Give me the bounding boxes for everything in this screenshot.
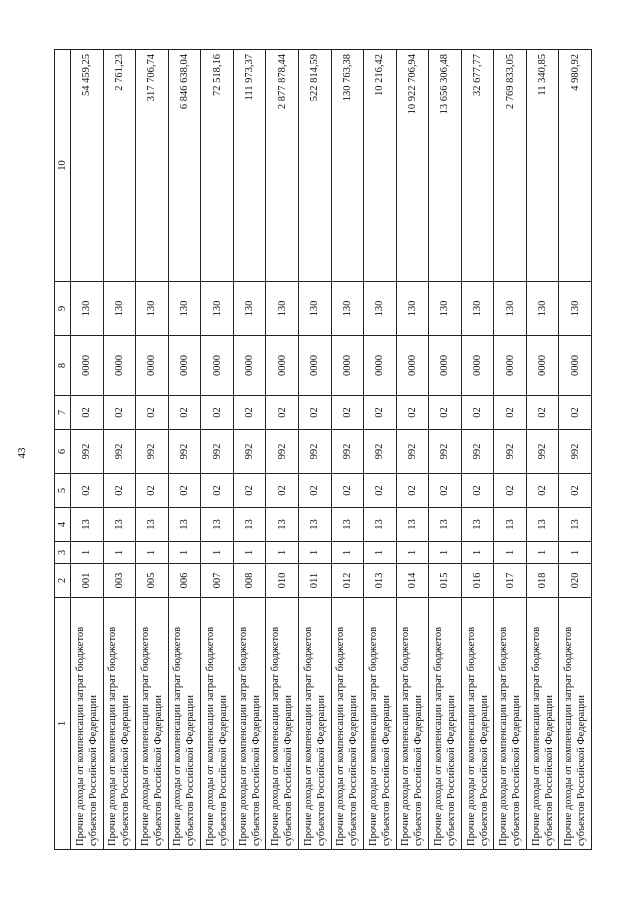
row-code-3: 1 [103, 542, 136, 564]
revenue-table [54, 49, 592, 850]
row-amount: 54 459,25 [71, 50, 104, 282]
row-code-5: 02 [559, 474, 592, 508]
row-code-5: 02 [233, 474, 266, 508]
row-code-6: 992 [396, 430, 429, 474]
row-code-4: 13 [494, 508, 527, 542]
row-code-9: 130 [429, 282, 462, 336]
row-code-5: 02 [103, 474, 136, 508]
row-code-4: 13 [396, 508, 429, 542]
row-code-8: 0000 [396, 336, 429, 396]
row-code-7: 02 [298, 396, 331, 430]
row-code-5: 02 [364, 474, 397, 508]
row-amount: 72 518,16 [201, 50, 234, 282]
row-code-7: 02 [201, 396, 234, 430]
row-code-6: 992 [526, 430, 559, 474]
row-amount: 522 814,59 [298, 50, 331, 282]
table-body [71, 50, 592, 850]
row-amount: 2 761,23 [103, 50, 136, 282]
row-code-2: 003 [103, 564, 136, 598]
column-header-3: 3 [55, 542, 71, 564]
row-code-8: 0000 [461, 336, 494, 396]
row-amount: 13 656 306,48 [429, 50, 462, 282]
row-code-4: 13 [136, 508, 169, 542]
row-description: Прочие доходы от компенсации затрат бюджетов субъектов Российской Федерации [103, 598, 136, 850]
header-row [55, 50, 71, 850]
row-code-9: 130 [136, 282, 169, 336]
row-code-9: 130 [298, 282, 331, 336]
row-description: Прочие доходы от компенсации затрат бюджетов субъектов Российской Федерации [526, 598, 559, 850]
row-code-7: 02 [494, 396, 527, 430]
page-number: 43 [16, 447, 28, 459]
column-header-1: 1 [55, 598, 71, 850]
row-amount: 2 769 833,05 [494, 50, 527, 282]
row-code-9: 130 [494, 282, 527, 336]
row-code-5: 02 [71, 474, 104, 508]
row-amount: 111 973,37 [233, 50, 266, 282]
row-code-5: 02 [429, 474, 462, 508]
table-row [168, 50, 201, 850]
row-code-9: 130 [526, 282, 559, 336]
row-code-3: 1 [429, 542, 462, 564]
row-code-7: 02 [266, 396, 299, 430]
row-code-4: 13 [168, 508, 201, 542]
column-header-5: 5 [55, 474, 71, 508]
row-code-9: 130 [233, 282, 266, 336]
row-description: Прочие доходы от компенсации затрат бюджетов субъектов Российской Федерации [429, 598, 462, 850]
row-code-6: 992 [331, 430, 364, 474]
row-amount: 317 706,74 [136, 50, 169, 282]
column-header-2: 2 [55, 564, 71, 598]
table-row [396, 50, 429, 850]
row-code-2: 005 [136, 564, 169, 598]
row-code-8: 0000 [266, 336, 299, 396]
row-code-8: 0000 [494, 336, 527, 396]
row-code-6: 992 [461, 430, 494, 474]
row-amount: 6 846 638,04 [168, 50, 201, 282]
row-code-5: 02 [201, 474, 234, 508]
row-amount: 4 980,92 [559, 50, 592, 282]
row-code-4: 13 [429, 508, 462, 542]
row-code-8: 0000 [168, 336, 201, 396]
row-code-8: 0000 [201, 336, 234, 396]
row-amount: 10 216,42 [364, 50, 397, 282]
column-header-4: 4 [55, 508, 71, 542]
row-code-8: 0000 [103, 336, 136, 396]
row-code-7: 02 [396, 396, 429, 430]
row-code-6: 992 [233, 430, 266, 474]
row-code-2: 012 [331, 564, 364, 598]
row-code-2: 008 [233, 564, 266, 598]
row-code-3: 1 [461, 542, 494, 564]
row-code-8: 0000 [331, 336, 364, 396]
row-code-5: 02 [494, 474, 527, 508]
row-code-9: 130 [364, 282, 397, 336]
row-code-6: 992 [364, 430, 397, 474]
row-code-3: 1 [201, 542, 234, 564]
row-amount: 10 922 706,94 [396, 50, 429, 282]
row-code-6: 992 [298, 430, 331, 474]
row-code-3: 1 [364, 542, 397, 564]
row-code-7: 02 [103, 396, 136, 430]
column-header-8: 8 [55, 336, 71, 396]
row-code-9: 130 [461, 282, 494, 336]
row-code-7: 02 [136, 396, 169, 430]
row-code-4: 13 [364, 508, 397, 542]
row-code-7: 02 [429, 396, 462, 430]
row-code-3: 1 [559, 542, 592, 564]
row-code-6: 992 [559, 430, 592, 474]
table-row [266, 50, 299, 850]
row-code-3: 1 [526, 542, 559, 564]
column-header-7: 7 [55, 396, 71, 430]
row-code-4: 13 [331, 508, 364, 542]
row-code-8: 0000 [71, 336, 104, 396]
row-code-5: 02 [136, 474, 169, 508]
row-code-3: 1 [136, 542, 169, 564]
row-code-3: 1 [71, 542, 104, 564]
row-code-7: 02 [168, 396, 201, 430]
row-description: Прочие доходы от компенсации затрат бюджетов субъектов Российской Федерации [494, 598, 527, 850]
row-code-2: 013 [364, 564, 397, 598]
row-code-6: 992 [266, 430, 299, 474]
row-code-9: 130 [266, 282, 299, 336]
row-code-5: 02 [331, 474, 364, 508]
row-code-4: 13 [461, 508, 494, 542]
row-code-7: 02 [526, 396, 559, 430]
table-row [526, 50, 559, 850]
row-code-4: 13 [103, 508, 136, 542]
table-row [364, 50, 397, 850]
row-code-6: 992 [136, 430, 169, 474]
row-code-2: 017 [494, 564, 527, 598]
row-code-5: 02 [461, 474, 494, 508]
row-code-8: 0000 [233, 336, 266, 396]
row-code-7: 02 [559, 396, 592, 430]
row-code-7: 02 [364, 396, 397, 430]
row-code-5: 02 [526, 474, 559, 508]
row-amount: 11 340,85 [526, 50, 559, 282]
row-code-8: 0000 [526, 336, 559, 396]
column-header-9: 9 [55, 282, 71, 336]
table-row [233, 50, 266, 850]
row-amount: 2 877 878,44 [266, 50, 299, 282]
row-description: Прочие доходы от компенсации затрат бюджетов субъектов Российской Федерации [168, 598, 201, 850]
row-code-2: 010 [266, 564, 299, 598]
row-code-4: 13 [71, 508, 104, 542]
table-row [71, 50, 104, 850]
row-code-6: 992 [201, 430, 234, 474]
table-row [298, 50, 331, 850]
table-row [136, 50, 169, 850]
row-code-5: 02 [396, 474, 429, 508]
row-code-8: 0000 [559, 336, 592, 396]
row-code-2: 014 [396, 564, 429, 598]
row-code-6: 992 [429, 430, 462, 474]
row-code-9: 130 [396, 282, 429, 336]
row-code-3: 1 [331, 542, 364, 564]
row-code-2: 018 [526, 564, 559, 598]
row-code-2: 007 [201, 564, 234, 598]
row-code-6: 992 [103, 430, 136, 474]
row-code-7: 02 [331, 396, 364, 430]
row-amount: 130 763,38 [331, 50, 364, 282]
row-code-4: 13 [559, 508, 592, 542]
row-code-3: 1 [168, 542, 201, 564]
row-description: Прочие доходы от компенсации затрат бюджетов субъектов Российской Федерации [331, 598, 364, 850]
row-code-3: 1 [494, 542, 527, 564]
row-code-2: 020 [559, 564, 592, 598]
row-description: Прочие доходы от компенсации затрат бюджетов субъектов Российской Федерации [266, 598, 299, 850]
row-code-9: 130 [103, 282, 136, 336]
row-description: Прочие доходы от компенсации затрат бюджетов субъектов Российской Федерации [71, 598, 104, 850]
row-description: Прочие доходы от компенсации затрат бюджетов субъектов Российской Федерации [559, 598, 592, 850]
row-code-7: 02 [233, 396, 266, 430]
row-code-2: 001 [71, 564, 104, 598]
row-code-4: 13 [266, 508, 299, 542]
row-code-4: 13 [233, 508, 266, 542]
row-code-7: 02 [461, 396, 494, 430]
column-header-6: 6 [55, 430, 71, 474]
row-code-5: 02 [266, 474, 299, 508]
row-code-3: 1 [266, 542, 299, 564]
row-code-3: 1 [298, 542, 331, 564]
row-code-5: 02 [168, 474, 201, 508]
row-code-8: 0000 [298, 336, 331, 396]
table-row [429, 50, 462, 850]
table-row [559, 50, 592, 850]
row-code-6: 992 [494, 430, 527, 474]
table-row [331, 50, 364, 850]
row-code-8: 0000 [364, 336, 397, 396]
row-code-9: 130 [168, 282, 201, 336]
row-description: Прочие доходы от компенсации затрат бюджетов субъектов Российской Федерации [233, 598, 266, 850]
table-row [103, 50, 136, 850]
row-code-9: 130 [201, 282, 234, 336]
row-code-2: 015 [429, 564, 462, 598]
row-code-2: 011 [298, 564, 331, 598]
row-description: Прочие доходы от компенсации затрат бюджетов субъектов Российской Федерации [396, 598, 429, 850]
table-row [494, 50, 527, 850]
row-description: Прочие доходы от компенсации затрат бюджетов субъектов Российской Федерации [201, 598, 234, 850]
table-row [461, 50, 494, 850]
row-code-2: 016 [461, 564, 494, 598]
row-code-4: 13 [298, 508, 331, 542]
row-code-4: 13 [201, 508, 234, 542]
row-code-9: 130 [71, 282, 104, 336]
row-code-3: 1 [233, 542, 266, 564]
row-code-5: 02 [298, 474, 331, 508]
row-description: Прочие доходы от компенсации затрат бюджетов субъектов Российской Федерации [136, 598, 169, 850]
row-code-9: 130 [559, 282, 592, 336]
row-code-9: 130 [331, 282, 364, 336]
row-code-6: 992 [71, 430, 104, 474]
row-code-3: 1 [396, 542, 429, 564]
row-code-8: 0000 [429, 336, 462, 396]
column-header-10: 10 [55, 50, 71, 282]
row-description: Прочие доходы от компенсации затрат бюджетов субъектов Российской Федерации [298, 598, 331, 850]
rotated-page [54, 50, 592, 850]
row-code-6: 992 [168, 430, 201, 474]
row-description: Прочие доходы от компенсации затрат бюджетов субъектов Российской Федерации [461, 598, 494, 850]
row-code-8: 0000 [136, 336, 169, 396]
row-code-7: 02 [71, 396, 104, 430]
row-code-4: 13 [526, 508, 559, 542]
row-amount: 32 677,77 [461, 50, 494, 282]
row-description: Прочие доходы от компенсации затрат бюджетов субъектов Российской Федерации [364, 598, 397, 850]
row-code-2: 006 [168, 564, 201, 598]
table-row [201, 50, 234, 850]
